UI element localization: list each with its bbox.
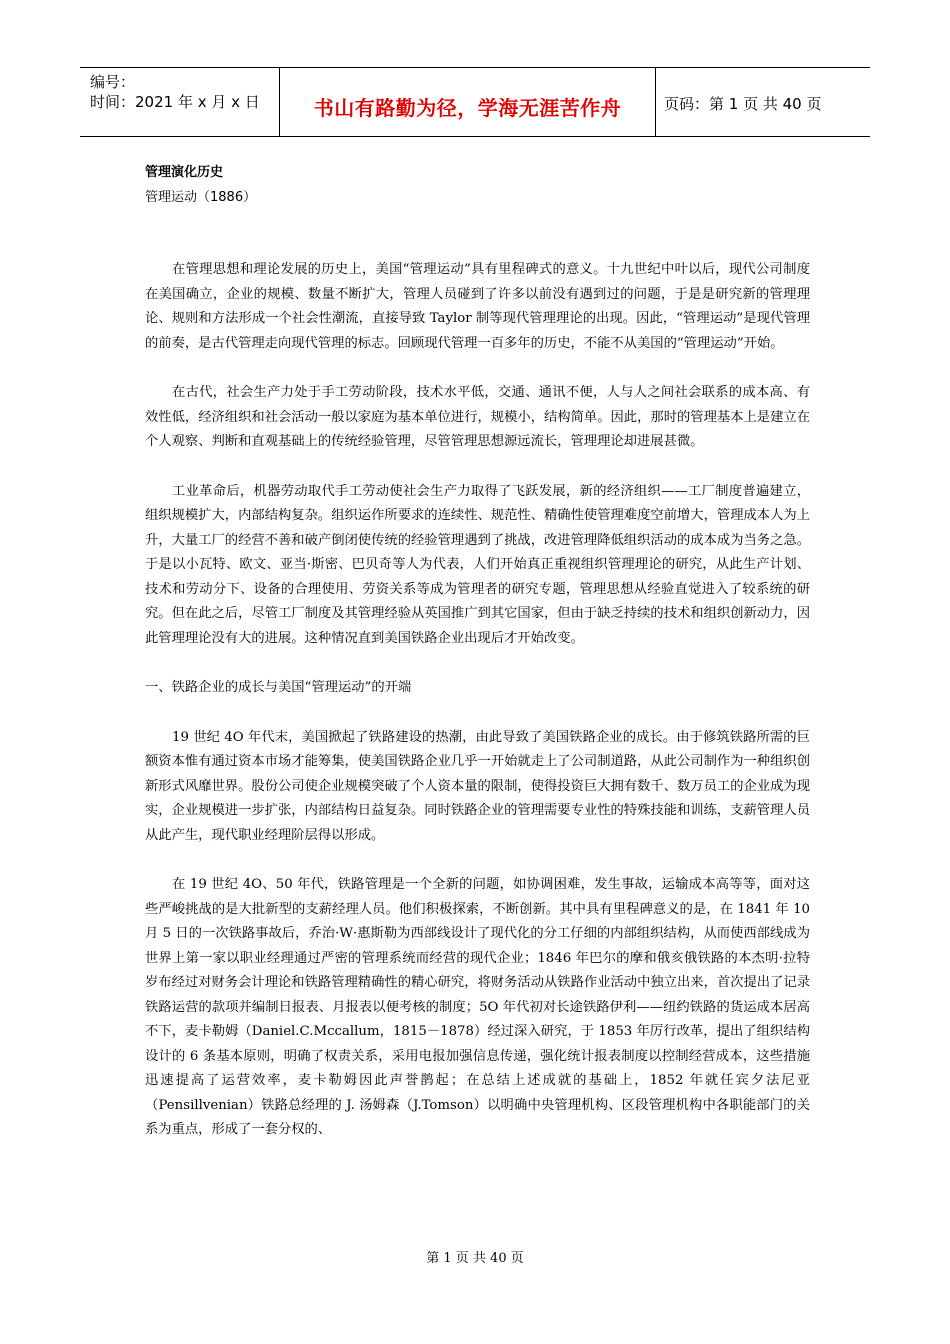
section-heading: 一、铁路企业的成长与美国“管理运动”的开端 bbox=[145, 680, 412, 695]
document-date-label: 时间：2021 年 x 月 x 日 bbox=[90, 93, 260, 111]
document-number-label: 编号： bbox=[90, 73, 136, 91]
document-subtitle: 管理运动（1886） bbox=[145, 190, 257, 205]
body-paragraph: 在管理思想和理论发展的历史上，美国“管理运动”具有里程碑式的意义。十九世纪中叶以后，现代公司制度在美国确立，企业的规模、数量不断扩大，管理人员碰到了许多以前没有遇到过的问题，于是是研究新的管理理论、规则和方法形成一个社会性潮流，直接导致 Taylor 制等现代管理理论的出现。因此，“管理运动”是现代管理的前奏，是古代管理走向现代管理的标志。回顾现代管理一百多年的历史，不能不从美国的“管理运动”开始。 bbox=[145, 262, 810, 351]
header-motto-cell bbox=[280, 68, 656, 136]
header-meta-cell bbox=[80, 68, 280, 136]
page-footer: 第 1 页 共 40 页 bbox=[426, 1251, 524, 1266]
body-paragraph: 在 19 世纪 4O、50 年代，铁路管理是一个全新的问题，如协调困难，发生事故，运输成本高等等，面对这些严峻挑战的是大批新型的支薪经理人员。他们积极探索，不断创新。其中具有里程碑意义的是，在 1841 年 10 月 5 日的一次铁路事故后，乔治·W·惠斯勒为西部线设计了现代化的分工仔细的内部组织结构，从而使西部线成为世界上第一家以职业经理通过严密的管理系统而经营的现代企业；1846 年巴尔的摩和俄亥俄铁路的本杰明·拉特岁布经过对财务会计理论和铁路管理精确性的精心研究，将财务活动从铁路作业活动中独立出来，首次提出了记录铁路运营的款项并编制日报表、月报表以便考核的制度；5O 年代初对长途铁路伊利——纽约铁路的货运成本居高不下，麦卡勒姆（Daniel.C.Mccallum，1815－1878）经过深入研究，于 1853 年厉行改革，提出了组织结构设计的 6 条基本原则，明确了权责关系，采用电报加强信息传递，强化统计报表制度以控制经营成本，这些措施迅速提高了运营效率，麦卡勒姆因此声誉鹊起；在总结上述成就的基础上，1852 年就任宾夕法尼亚（Pensillvenian）铁路总经理的 J. 汤姆森（J.Tomson）以明确中央管理机构、区段管理机构中各职能部门的关系为重点，形成了一套分权的、 bbox=[145, 877, 810, 1137]
header-page-cell bbox=[656, 68, 870, 136]
body-paragraph: 19 世纪 4O 年代末，美国掀起了铁路建设的热潮，由此导致了美国铁路企业的成长。由于修筑铁路所需的巨额资本惟有通过资本市场才能筹集，使美国铁路企业几乎一开始就走上了公司制道路，从此公司制作为一种组织创新形式风靡世界。股份公司使企业规模突破了个人资本量的限制，使得投资巨大拥有数千、数万员工的企业成为现实，企业规模进一步扩张，内部结构日益复杂。同时铁路企业的管理需要专业性的特殊技能和训练，支薪管理人员从此产生，现代职业经理阶层得以形成。 bbox=[145, 729, 810, 843]
page-header bbox=[80, 67, 870, 137]
header-page-number: 页码：第 1 页 共 40 页 bbox=[664, 95, 822, 113]
body-paragraph: 工业革命后，机器劳动取代手工劳动使社会生产力取得了飞跃发展，新的经济组织——工厂制度普遍建立，组织规模扩大，内部结构复杂。组织运作所要求的连续性、规范性、精确性使管理难度空前增大，管理成本人为上升，大量工厂的经营不善和破产倒闭使传统的经验管理遇到了挑战，改进管理降低组织活动的成本成为当务之急。于是以小瓦特、欧文、亚当·斯密、巴贝奇等人为代表，人们开始真正重视组织管理理论的研究，从此生产计划、技术和劳动分下、设备的合理使用、劳资关系等成为管理者的研究专题，管理思想从经验直觉进入了较系统的研究。但在此之后，尽管工厂制度及其管理经验从英国推广到其它国家，但由于缺乏持续的技术和组织创新动力，因此管理理论没有大的进展。这种情况直到美国铁路企业出现后才开始改变。 bbox=[145, 483, 810, 646]
body-paragraph: 在古代，社会生产力处于手工劳动阶段，技术水平低，交通、通讯不便，人与人之间社会联系的成本高、有效性低，经济组织和社会活动一般以家庭为基本单位进行，规模小，结构简单。因此，那时的管理基本上是建立在个人观察、判断和直观基础上的传统经验管理，尽管管理思想源远流长，管理理论却进展甚微。 bbox=[145, 385, 810, 449]
header-motto: 书山有路勤为径，学海无涯苦作舟 bbox=[313, 96, 622, 120]
document-body bbox=[145, 258, 810, 1168]
document-title: 管理演化历史 bbox=[145, 165, 224, 180]
